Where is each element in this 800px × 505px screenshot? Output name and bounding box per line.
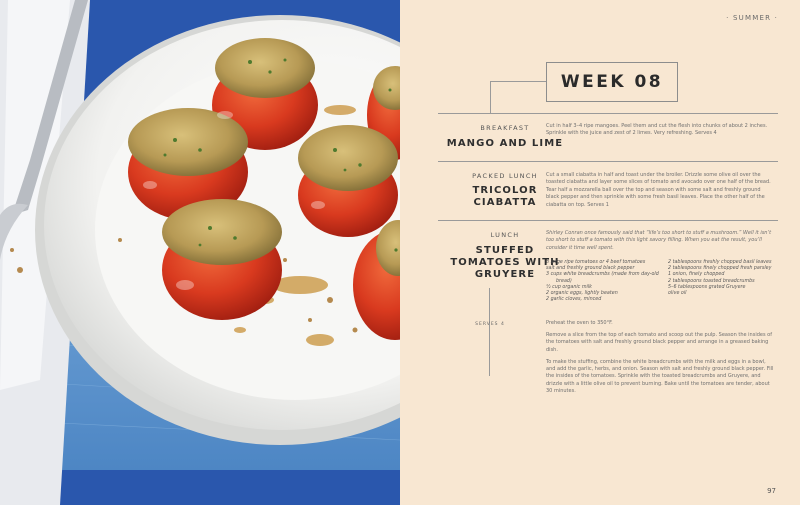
ingredient-item: ½ cup organic milk xyxy=(546,284,592,290)
packed-lunch-dish-line2: CIABATTA xyxy=(473,197,537,208)
lunch-instructions xyxy=(546,320,774,400)
instruction-step: Remove a slice from the top of each tomato and scoop out the pulp. Season the insides of the tomatoes with salt and freshly ground black pepper and arrange in a greased baking dish. xyxy=(546,331,772,353)
lunch-dish-line2: TOMATOES WITH xyxy=(450,257,560,268)
lunch-category: LUNCH xyxy=(490,231,520,239)
breakfast-category: BREAKFAST xyxy=(480,124,530,132)
ingredient-item: 8 large ripe tomatoes or 4 beef tomatoes xyxy=(546,260,646,265)
title-connector-h xyxy=(490,81,546,82)
instruction-step: To make the stuffing, combine the white breadcrumbs with the milk and eggs in a bowl, and add the garlic, herbs, and onion. Season with salt and freshly ground black pepper. Fill the insides of the tomatoes. Sprinkle with the toasted breadcrumbs and Gruyere, and drizzle with a little olive oil to prevent burning. Bake until the tomatoes are tender, about 30 minutes. xyxy=(546,358,774,395)
section-tag: · SUMMER · xyxy=(726,14,778,22)
page-number: 97 xyxy=(767,487,776,495)
title-connector-v xyxy=(490,81,491,113)
ingredient-item: 1 onion, finely chopped xyxy=(668,272,725,278)
ingredient-item: 3 cups white breadcrumbs (made from day-old xyxy=(546,272,659,278)
ingredient-item: olive oil xyxy=(668,291,687,297)
ingredient-item: 2 tablespoons freshly chopped basil leaves xyxy=(668,260,772,265)
lunch-vertical-rule xyxy=(489,288,490,376)
divider-2 xyxy=(438,161,778,162)
recipe-page xyxy=(400,0,800,505)
packed-lunch-dish-line1: TRICOLOR xyxy=(472,185,538,196)
lunch-intro: Shirley Conran once famously said that “life’s too short to stuff a mushroom.” Well it isn’t too short to stuff a tomato with this light savory filling. When you eat the result, you’ll consider it time well spent. xyxy=(546,230,772,251)
ingredient-item: 2 tablespoons toasted breadcrumbs xyxy=(668,278,755,284)
lunch-dish-line1: STUFFED xyxy=(475,245,535,256)
breakfast-dish-title: MANGO AND LIME xyxy=(446,138,564,149)
packed-lunch-text: Cut a small ciabatta in half and toast under the broiler. Drizzle some olive oil over the toasted ciabatta and layer some slices of tomato and avocado over one half of the bread. Tear half a mozzarella ball over the top and season with some salt and freshly ground black pepper and then sprinkle with some fresh basil leaves. Place the other half of the ciabatta on top. Serves 1 xyxy=(546,172,771,208)
divider-1 xyxy=(438,113,778,114)
ingredient-item: salt and freshly ground black pepper xyxy=(546,266,635,272)
ingredient-item: 5–6 tablespoons grated Gruyere xyxy=(668,284,746,290)
packed-lunch-category: PACKED LUNCH xyxy=(472,172,538,180)
ingredients-left xyxy=(546,260,668,303)
week-title: WEEK 08 xyxy=(546,62,678,102)
ingredient-item: 2 tablespoons finely chopped fresh parsley xyxy=(668,266,772,272)
ingredients-right xyxy=(668,260,790,297)
ingredient-item: 2 organic eggs, lightly beaten xyxy=(546,291,618,297)
instruction-step: Preheat the oven to 350°F. xyxy=(546,320,613,326)
serves-label: SERVES 4 xyxy=(475,322,505,327)
lunch-dish-line3: GRUYERE xyxy=(474,269,536,280)
ingredient-item: 2 garlic cloves, minced xyxy=(546,297,602,303)
breakfast-text: Cut in half 3–4 ripe mangoes. Peel them and cut the flesh into chunks of about 2 inches. Sprinkle with the juice and zest of 2 limes. Very refreshing. Serves 4 xyxy=(546,123,768,137)
ingredient-item: bread) xyxy=(556,278,572,284)
divider-3 xyxy=(438,220,778,221)
